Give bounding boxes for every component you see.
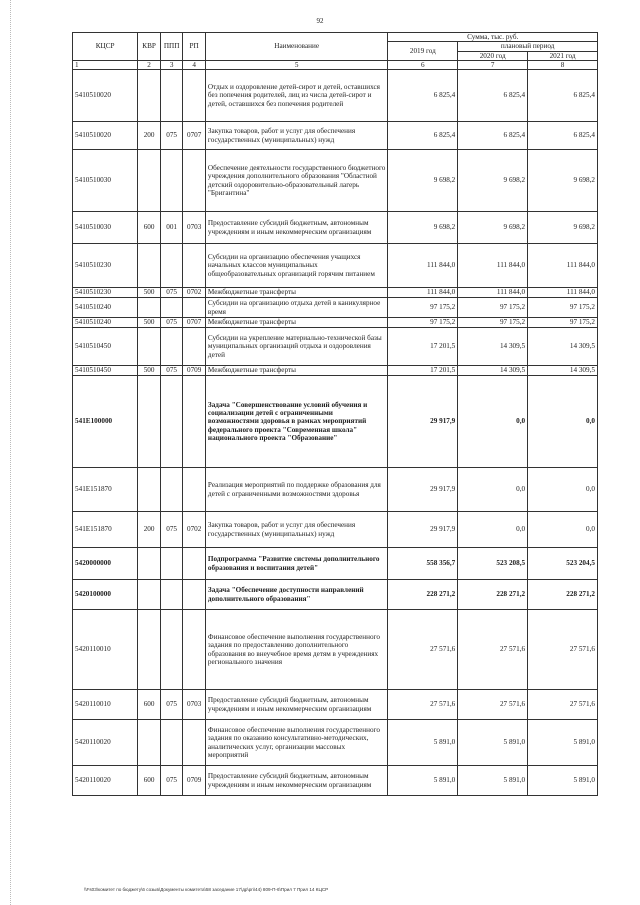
kvr-cell: 200 xyxy=(138,512,161,548)
name-cell: Предоставление субсидий бюджетным, автономным учреждениям и иным некоммерческим организациям xyxy=(205,690,388,720)
amount-2020-cell: 9 698,2 xyxy=(458,150,528,212)
ppp-cell xyxy=(160,468,183,512)
amount-2021-cell: 9 698,2 xyxy=(528,212,598,244)
rp-cell xyxy=(183,328,206,366)
ppp-cell: 075 xyxy=(160,122,183,150)
table-row xyxy=(73,610,598,690)
col-number-1: 1 xyxy=(73,60,138,69)
amount-2020-cell: 5 891,0 xyxy=(458,720,528,766)
ppp-cell xyxy=(160,548,183,580)
amount-2020-cell: 6 825,4 xyxy=(458,122,528,150)
amount-2019-cell: 29 917,9 xyxy=(388,468,458,512)
kvr-cell: 200 xyxy=(138,122,161,150)
amount-2019-cell: 5 891,0 xyxy=(388,766,458,796)
amount-2021-cell: 0,0 xyxy=(528,512,598,548)
amount-2020-cell: 228 271,2 xyxy=(458,580,528,610)
ppp-cell: 075 xyxy=(160,366,183,376)
amount-2019-cell: 29 917,9 xyxy=(388,376,458,468)
header-planning-period: плановый период xyxy=(458,42,598,51)
rp-cell xyxy=(183,610,206,690)
table-row xyxy=(73,244,598,288)
amount-2020-cell: 27 571,6 xyxy=(458,610,528,690)
kvr-cell: 600 xyxy=(138,766,161,796)
table-row xyxy=(73,150,598,212)
table-row xyxy=(73,288,598,298)
kcsr-cell: 5420110010 xyxy=(73,610,138,690)
amount-2019-cell: 5 891,0 xyxy=(388,720,458,766)
amount-2021-cell: 228 271,2 xyxy=(528,580,598,610)
header-year-2021: 2021 год xyxy=(528,51,598,60)
name-cell: Субсидии на организацию отдыха детей в каникулярное время xyxy=(205,298,388,318)
kvr-cell: 500 xyxy=(138,318,161,328)
file-path-footer: \\Fs03\комитет по бюджету\6 созыв\Документы комитета\58 заседание 17\др\рп\44) 809-П-6\Прил 7 Прил 14 КЦСР xyxy=(84,887,329,892)
rp-cell: 0707 xyxy=(183,318,206,328)
amount-2021-cell: 14 309,5 xyxy=(528,328,598,366)
rp-cell: 0709 xyxy=(183,366,206,376)
table-row xyxy=(73,122,598,150)
rp-cell xyxy=(183,468,206,512)
amount-2019-cell: 97 175,2 xyxy=(388,318,458,328)
amount-2019-cell: 29 917,9 xyxy=(388,512,458,548)
column-number-row xyxy=(73,60,598,69)
amount-2020-cell: 27 571,6 xyxy=(458,690,528,720)
table-row xyxy=(73,766,598,796)
header-name: Наименование xyxy=(205,33,388,61)
name-cell: Межбюджетные трансферты xyxy=(205,366,388,376)
amount-2021-cell: 111 844,0 xyxy=(528,244,598,288)
amount-2019-cell: 111 844,0 xyxy=(388,244,458,288)
col-number-4: 4 xyxy=(183,60,206,69)
kvr-cell xyxy=(138,610,161,690)
amount-2019-cell: 228 271,2 xyxy=(388,580,458,610)
table-row xyxy=(73,212,598,244)
col-number-5: 5 xyxy=(205,60,388,69)
amount-2020-cell: 14 309,5 xyxy=(458,328,528,366)
kvr-cell: 600 xyxy=(138,212,161,244)
amount-2021-cell: 97 175,2 xyxy=(528,298,598,318)
kcsr-cell: 5410510030 xyxy=(73,212,138,244)
header-ppp: ППП xyxy=(160,33,183,61)
amount-2020-cell: 111 844,0 xyxy=(458,288,528,298)
page-number: 92 xyxy=(316,17,324,25)
ppp-cell xyxy=(160,298,183,318)
ppp-cell xyxy=(160,244,183,288)
amount-2020-cell: 6 825,4 xyxy=(458,70,528,122)
rp-cell xyxy=(183,150,206,212)
rp-cell: 0703 xyxy=(183,212,206,244)
ppp-cell xyxy=(160,376,183,468)
amount-2019-cell: 9 698,2 xyxy=(388,150,458,212)
rp-cell: 0703 xyxy=(183,690,206,720)
amount-2019-cell: 17 201,5 xyxy=(388,328,458,366)
rp-cell xyxy=(183,376,206,468)
amount-2020-cell: 14 309,5 xyxy=(458,366,528,376)
kcsr-cell: 541E100000 xyxy=(73,376,138,468)
table-row xyxy=(73,512,598,548)
kcsr-cell: 5410510020 xyxy=(73,70,138,122)
col-number-8: 8 xyxy=(528,60,598,69)
rp-cell xyxy=(183,70,206,122)
kvr-cell xyxy=(138,720,161,766)
amount-2019-cell: 111 844,0 xyxy=(388,288,458,298)
amount-2019-cell: 17 201,5 xyxy=(388,366,458,376)
header-rp: РП xyxy=(183,33,206,61)
header-year-2020: 2020 год xyxy=(458,51,528,60)
kcsr-cell: 5410510230 xyxy=(73,288,138,298)
name-cell: Предоставление субсидий бюджетным, автономным учреждениям и иным некоммерческим организациям xyxy=(205,212,388,244)
kvr-cell xyxy=(138,298,161,318)
amount-2019-cell: 97 175,2 xyxy=(388,298,458,318)
kcsr-cell: 5420100000 xyxy=(73,580,138,610)
ppp-cell: 075 xyxy=(160,766,183,796)
amount-2019-cell: 558 356,7 xyxy=(388,548,458,580)
rp-cell xyxy=(183,580,206,610)
amount-2020-cell: 97 175,2 xyxy=(458,298,528,318)
name-cell: Закупка товаров, работ и услуг для обеспечения государственных (муниципальных) нужд xyxy=(205,122,388,150)
name-cell: Финансовое обеспечение выполнения государственного задания по оказанию консультативно-методических, аналитических услуг, организации массовых мероприятий xyxy=(205,720,388,766)
col-number-6: 6 xyxy=(388,60,458,69)
name-cell: Закупка товаров, работ и услуг для обеспечения государственных (муниципальных) нужд xyxy=(205,512,388,548)
kcsr-cell: 5410510020 xyxy=(73,122,138,150)
kvr-cell: 600 xyxy=(138,690,161,720)
amount-2021-cell: 9 698,2 xyxy=(528,150,598,212)
amount-2019-cell: 27 571,6 xyxy=(388,610,458,690)
kcsr-cell: 5420110010 xyxy=(73,690,138,720)
rp-cell xyxy=(183,720,206,766)
amount-2019-cell: 9 698,2 xyxy=(388,212,458,244)
amount-2021-cell: 0,0 xyxy=(528,376,598,468)
name-cell: Задача "Обеспечение доступности направлений дополнительного образования" xyxy=(205,580,388,610)
name-cell: Межбюджетные трансферты xyxy=(205,318,388,328)
amount-2021-cell: 0,0 xyxy=(528,468,598,512)
rp-cell xyxy=(183,244,206,288)
rp-cell: 0702 xyxy=(183,288,206,298)
kvr-cell xyxy=(138,468,161,512)
amount-2019-cell: 27 571,6 xyxy=(388,690,458,720)
kcsr-cell: 5410510450 xyxy=(73,366,138,376)
amount-2021-cell: 6 825,4 xyxy=(528,70,598,122)
rp-cell: 0707 xyxy=(183,122,206,150)
ppp-cell: 075 xyxy=(160,318,183,328)
table-row xyxy=(73,318,598,328)
name-cell: Обеспечение деятельности государственного бюджетного учреждения дополнительного образования "Областной детский оздоровительно-образовательный лагерь "Бригантина" xyxy=(205,150,388,212)
kcsr-cell: 5420110020 xyxy=(73,766,138,796)
budget-table xyxy=(72,32,598,796)
table-row xyxy=(73,328,598,366)
table-row xyxy=(73,548,598,580)
ppp-cell: 075 xyxy=(160,512,183,548)
kcsr-cell: 5410510240 xyxy=(73,318,138,328)
amount-2021-cell: 523 204,5 xyxy=(528,548,598,580)
table-row xyxy=(73,690,598,720)
kcsr-cell: 5410510230 xyxy=(73,244,138,288)
table-row xyxy=(73,70,598,122)
ppp-cell xyxy=(160,328,183,366)
kvr-cell xyxy=(138,328,161,366)
name-cell: Задача "Совершенствование условий обучения и социализации детей с ограниченными возможностями здоровья в рамках мероприятий федерального проекта "Современная школа" национального проекта "Образование" xyxy=(205,376,388,468)
binding-margin-line xyxy=(10,0,11,905)
kcsr-cell: 541E151870 xyxy=(73,512,138,548)
ppp-cell: 075 xyxy=(160,288,183,298)
rp-cell xyxy=(183,548,206,580)
kvr-cell xyxy=(138,70,161,122)
name-cell: Отдых и оздоровление детей-сирот и детей, оставшихся без попечения родителей, лиц из числа детей-сирот и детей, оставшихся без попечения родителей xyxy=(205,70,388,122)
header-kcsr: КЦСР xyxy=(73,33,138,61)
amount-2019-cell: 6 825,4 xyxy=(388,122,458,150)
col-number-7: 7 xyxy=(458,60,528,69)
amount-2019-cell: 6 825,4 xyxy=(388,70,458,122)
kcsr-cell: 5420000000 xyxy=(73,548,138,580)
ppp-cell xyxy=(160,720,183,766)
ppp-cell xyxy=(160,150,183,212)
amount-2021-cell: 97 175,2 xyxy=(528,318,598,328)
table-row xyxy=(73,298,598,318)
kcsr-cell: 5410510450 xyxy=(73,328,138,366)
amount-2021-cell: 5 891,0 xyxy=(528,720,598,766)
table-row xyxy=(73,580,598,610)
amount-2020-cell: 0,0 xyxy=(458,376,528,468)
amount-2020-cell: 97 175,2 xyxy=(458,318,528,328)
amount-2021-cell: 14 309,5 xyxy=(528,366,598,376)
col-number-3: 3 xyxy=(160,60,183,69)
kvr-cell xyxy=(138,548,161,580)
header-kvr: КВР xyxy=(138,33,161,61)
header-sum: Сумма, тыс. руб. xyxy=(388,33,598,42)
name-cell: Субсидии на организацию обеспечения учащихся начальных классов муниципальных общеобразовательных организаций горячим питанием xyxy=(205,244,388,288)
amount-2020-cell: 5 891,0 xyxy=(458,766,528,796)
amount-2021-cell: 6 825,4 xyxy=(528,122,598,150)
col-number-2: 2 xyxy=(138,60,161,69)
name-cell: Предоставление субсидий бюджетным, автономным учреждениям и иным некоммерческим организациям xyxy=(205,766,388,796)
name-cell: Субсидии на укрепление материально-технической базы муниципальных организаций отдыха и оздоровления детей xyxy=(205,328,388,366)
kvr-cell: 500 xyxy=(138,366,161,376)
amount-2020-cell: 0,0 xyxy=(458,468,528,512)
amount-2021-cell: 27 571,6 xyxy=(528,690,598,720)
rp-cell: 0702 xyxy=(183,512,206,548)
amount-2020-cell: 523 208,5 xyxy=(458,548,528,580)
name-cell: Финансовое обеспечение выполнения государственного задания по предоставлению дополнительного образования во внеучебное время детям в учреждениях регионального значения xyxy=(205,610,388,690)
amount-2020-cell: 111 844,0 xyxy=(458,244,528,288)
ppp-cell xyxy=(160,70,183,122)
kcsr-cell: 541E151870 xyxy=(73,468,138,512)
kcsr-cell: 5410510240 xyxy=(73,298,138,318)
kvr-cell xyxy=(138,580,161,610)
table-row xyxy=(73,366,598,376)
kvr-cell xyxy=(138,376,161,468)
kvr-cell xyxy=(138,244,161,288)
amount-2021-cell: 27 571,6 xyxy=(528,610,598,690)
ppp-cell xyxy=(160,610,183,690)
kcsr-cell: 5420110020 xyxy=(73,720,138,766)
table-row xyxy=(73,376,598,468)
table-row xyxy=(73,468,598,512)
ppp-cell: 001 xyxy=(160,212,183,244)
kvr-cell: 500 xyxy=(138,288,161,298)
name-cell: Подпрограмма "Развитие системы дополнительного образования и воспитания детей" xyxy=(205,548,388,580)
ppp-cell xyxy=(160,580,183,610)
amount-2021-cell: 111 844,0 xyxy=(528,288,598,298)
rp-cell: 0709 xyxy=(183,766,206,796)
ppp-cell: 075 xyxy=(160,690,183,720)
header-year-2019: 2019 год xyxy=(388,42,458,61)
amount-2020-cell: 9 698,2 xyxy=(458,212,528,244)
name-cell: Реализация мероприятий по поддержке образования для детей с ограниченными возможностями здоровья xyxy=(205,468,388,512)
amount-2021-cell: 5 891,0 xyxy=(528,766,598,796)
amount-2020-cell: 0,0 xyxy=(458,512,528,548)
kcsr-cell: 5410510030 xyxy=(73,150,138,212)
table-row xyxy=(73,720,598,766)
rp-cell xyxy=(183,298,206,318)
kvr-cell xyxy=(138,150,161,212)
name-cell: Межбюджетные трансферты xyxy=(205,288,388,298)
